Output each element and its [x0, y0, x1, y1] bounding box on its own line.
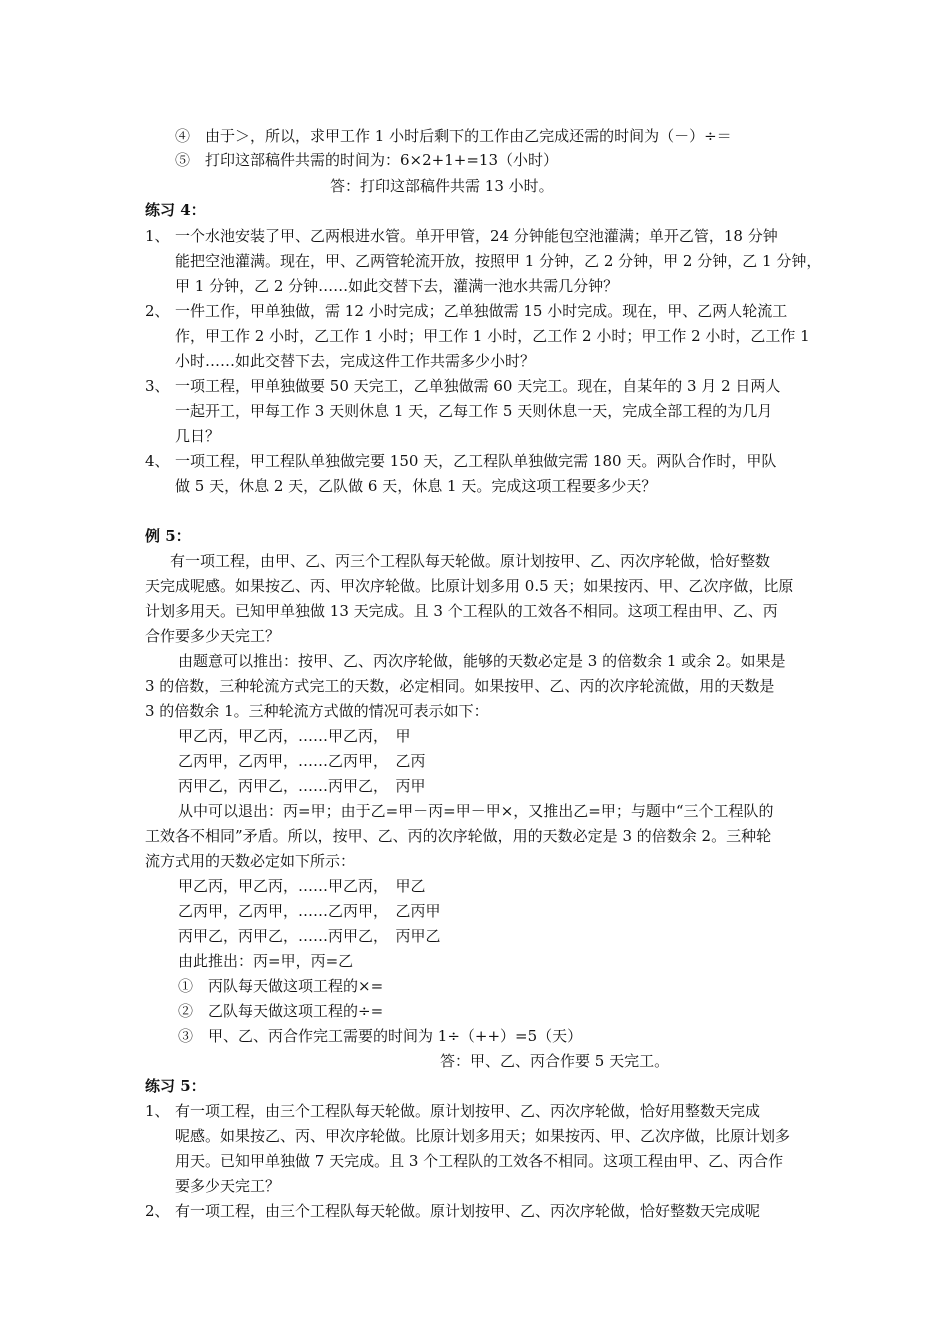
item-text: 呢感。如果按乙、丙、甲次序轮做。比原计划多用天；如果按丙、甲、乙次序做，比原计划多 [175, 1127, 791, 1145]
item-number: 2、 [145, 302, 170, 320]
section-title-practice-4: 练习 4： [145, 201, 206, 219]
item-text: 有一项工程，由三个工程队每天轮做。原计划按甲、乙、丙次序轮做，恰好用整数天完成 [175, 1102, 761, 1120]
item-text: 一个水池安装了甲、乙两根进水管。单开甲管，24 分钟能包空池灌满；单开乙管，18 分钟 [175, 227, 778, 245]
rotation-row: 丙甲乙，丙甲乙，……丙甲乙， 丙甲乙 [178, 927, 441, 945]
section-title-practice-5: 练习 5： [145, 1077, 206, 1095]
analysis-text: 3 的倍数，三种轮流方式完工的天数，必定相同。如果按甲、乙、丙的次序轮流做，用的天数是 [145, 677, 775, 695]
solution-step: ② 乙队每天做这项工程的÷= [178, 1002, 384, 1020]
analysis-text: 从中可以退出：丙=甲；由于乙=甲－丙=甲－甲×，又推出乙=甲；与题中“三个工程队的 [178, 802, 774, 820]
problem-text: 计划多用天。已知甲单独做 13 天完成。且 3 个工程队的工效各不相同。这项工程由甲、乙、丙 [145, 602, 778, 620]
analysis-text: 由题意可以推出：按甲、乙、丙次序轮做，能够的天数必定是 3 的倍数余 1 或余 2。如果是 [178, 652, 786, 670]
item-text: 一项工程，甲单独做要 50 天完工，乙单独做需 60 天完工。现在，自某年的 3 月 2 日两人 [175, 377, 781, 395]
item-number: 4、 [145, 452, 170, 470]
item-text: 一项工程，甲工程队单独做完要 150 天，乙工程队单独做完需 180 天。两队合作时，甲队 [175, 452, 777, 470]
step-5: ⑤ 打印这部稿件共需的时间为：6×2+1+=13（小时） [175, 151, 558, 169]
analysis-text: 工效各不相同”矛盾。所以，按甲、乙、丙的次序轮做，用的天数必定是 3 的倍数余 2。三种轮 [145, 827, 772, 845]
item-text: 小时……如此交替下去，完成这件工作共需多少小时？ [175, 352, 536, 370]
item-text: 做 5 天，休息 2 天，乙队做 6 天，休息 1 天。完成这项工程要多少天？ [175, 477, 657, 495]
section-title-example-5: 例 5： [145, 527, 191, 545]
problem-text: 天完成呢感。如果按乙、丙、甲次序轮做。比原计划多用 0.5 天；如果按丙、甲、乙次序做，比原 [145, 577, 794, 595]
item-number: 2、 [145, 1202, 170, 1220]
item-text: 一件工作，甲单独做，需 12 小时完成；乙单独做需 15 小时完成。现在，甲、乙两人轮流工 [175, 302, 788, 320]
conclusion-text: 由此推出：丙=甲，丙=乙 [178, 952, 354, 970]
solution-step: ③ 甲、乙、丙合作完工需要的时间为 1÷（++）=5（天） [178, 1027, 583, 1045]
solution-step: ① 丙队每天做这项工程的×= [178, 977, 384, 995]
answer-line: 答：甲、乙、丙合作要 5 天完工。 [440, 1052, 670, 1070]
item-text: 几日？ [175, 427, 221, 445]
item-number: 3、 [145, 377, 170, 395]
problem-text: 合作要多少天完工？ [145, 627, 281, 645]
item-text: 甲 1 分钟，乙 2 分钟……如此交替下去，灌满一池水共需几分钟？ [175, 277, 619, 295]
rotation-row: 甲乙丙，甲乙丙，……甲乙丙， 甲 [178, 727, 411, 745]
problem-text: 有一项工程，由甲、乙、丙三个工程队每天轮做。原计划按甲、乙、丙次序轮做，恰好整数 [170, 552, 771, 570]
rotation-row: 甲乙丙，甲乙丙，……甲乙丙， 甲乙 [178, 877, 426, 895]
analysis-text: 3 的倍数余 1。三种轮流方式做的情况可表示如下： [145, 702, 489, 720]
analysis-text: 流方式用的天数必定如下所示： [145, 852, 356, 870]
item-text: 要多少天完工？ [175, 1177, 281, 1195]
item-text: 用天。已知甲单独做 7 天完成。且 3 个工程队的工效各不相同。这项工程由甲、乙、丙合作 [175, 1152, 784, 1170]
item-text: 一起开工，甲每工作 3 天则休息 1 天，乙每工作 5 天则休息一天，完成全部工程的为几月 [175, 402, 773, 420]
answer-line: 答：打印这部稿件共需 13 小时。 [330, 177, 554, 195]
step-4: ④ 由于＞，所以，求甲工作 1 小时后剩下的工作由乙完成还需的时间为（－）÷＝ [175, 127, 732, 145]
item-text: 能把空池灌满。现在，甲、乙两管轮流开放，按照甲 1 分钟，乙 2 分钟，甲 2 分钟，乙 1 分钟， [175, 252, 822, 270]
rotation-row: 乙丙甲，乙丙甲，……乙丙甲， 乙丙 [178, 752, 426, 770]
item-number: 1、 [145, 1102, 170, 1120]
item-text: 作，甲工作 2 小时，乙工作 1 小时；甲工作 1 小时，乙工作 2 小时；甲工作 2 小时，乙工作 1 [175, 327, 810, 345]
item-text: 有一项工程，由三个工程队每天轮做。原计划按甲、乙、丙次序轮做，恰好整数天完成呢 [175, 1202, 761, 1220]
item-number: 1、 [145, 227, 170, 245]
rotation-row: 丙甲乙，丙甲乙，……丙甲乙， 丙甲 [178, 777, 426, 795]
rotation-row: 乙丙甲，乙丙甲，……乙丙甲， 乙丙甲 [178, 902, 441, 920]
